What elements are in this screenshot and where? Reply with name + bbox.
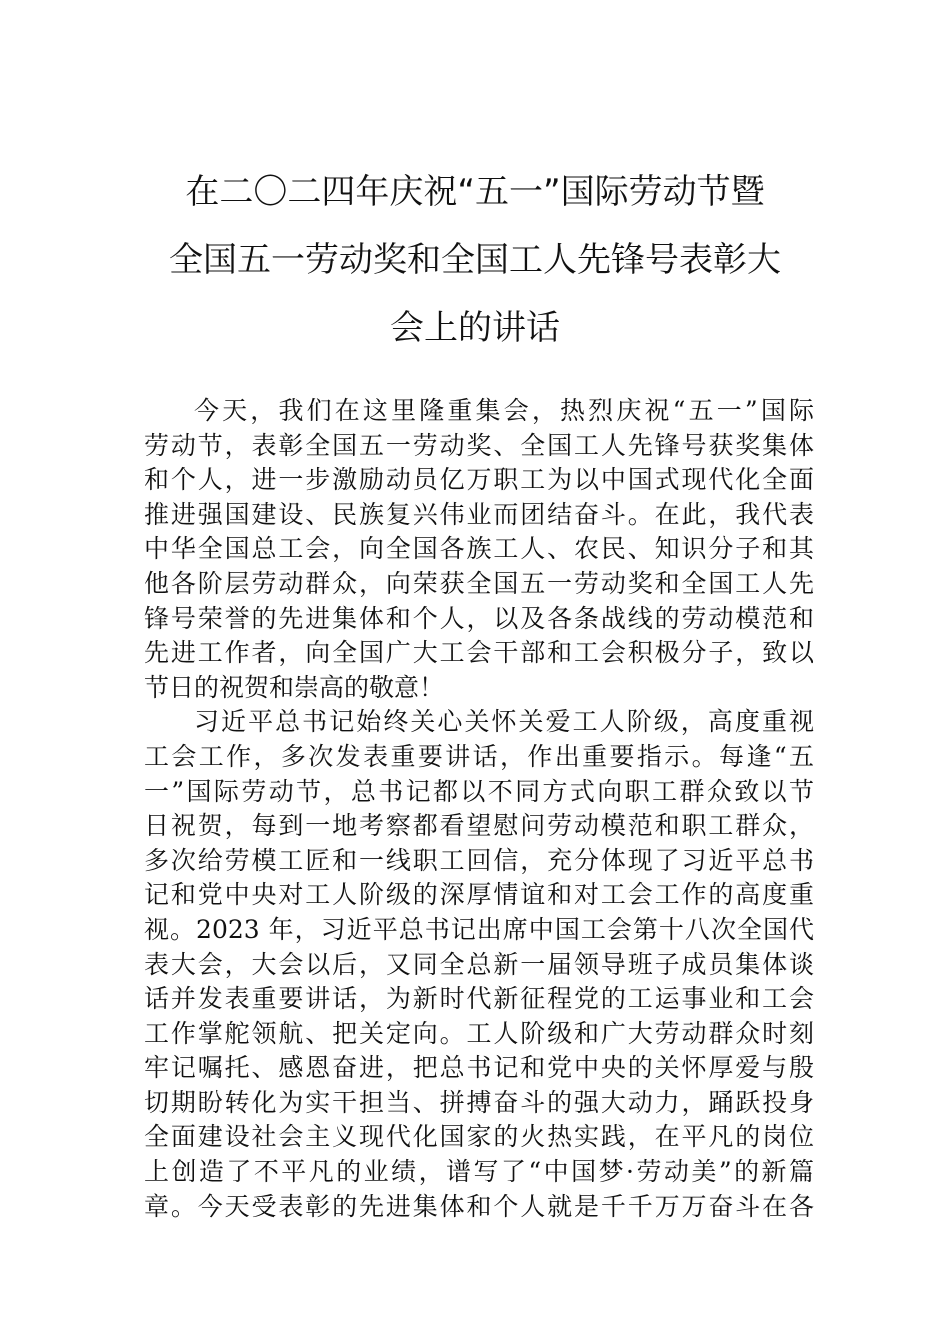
paragraph-line: 先进工作者，向全国广大工会干部和工会积极分子，致以 — [144, 638, 814, 668]
paragraph-line: 工作掌舵领航、把关定向。工人阶级和广大劳动群众时刻 — [144, 1018, 814, 1048]
paragraph-line: 表大会，大会以后，又同全总新一届领导班子成员集体谈 — [144, 949, 814, 979]
paragraph-line: 话并发表重要讲话，为新时代新征程党的工运事业和工会 — [144, 984, 814, 1014]
paragraph-line: 习近平总书记始终关心关怀关爱工人阶级，高度重视 — [194, 707, 814, 737]
paragraph — [144, 394, 814, 705]
paragraph-line: 推进强国建设、民族复兴伟业而团结奋斗。在此，我代表 — [144, 499, 814, 529]
title-line: 全国五一劳动奖和全国工人先锋号表彰大 — [169, 240, 781, 280]
paragraph-line: 中华全国总工会，向全国各族工人、农民、知识分子和其 — [144, 534, 814, 564]
paragraph-line: 多次给劳模工匠和一线职工回信，充分体现了习近平总书 — [144, 845, 814, 875]
title-line: 会上的讲话 — [390, 308, 560, 348]
paragraph-line: 锋号荣誉的先进集体和个人，以及各条战线的劳动模范和 — [144, 603, 814, 633]
paragraph-line: 全面建设社会主义现代化国家的火热实践，在平凡的岗位 — [144, 1122, 814, 1152]
document-title — [100, 158, 850, 362]
paragraph-line: 视。2023 年，习近平总书记出席中国工会第十八次全国代 — [144, 914, 814, 944]
paragraph-line: 一”国际劳动节，总书记都以不同方式向职工群众致以节 — [144, 776, 814, 806]
paragraph-line: 工会工作，多次发表重要讲话，作出重要指示。每逢“五 — [144, 741, 814, 771]
paragraph — [144, 705, 814, 1224]
document-body — [144, 394, 814, 1224]
paragraph-line: 日祝贺，每到一地考察都看望慰问劳动模范和职工群众， — [144, 811, 814, 841]
paragraph-line: 牢记嘱托、感恩奋进，把总书记和党中央的关怀厚爱与殷 — [144, 1053, 814, 1083]
title-line: 在二〇二四年庆祝“五一”国际劳动节暨 — [185, 172, 765, 212]
paragraph-line: 劳动节，表彰全国五一劳动奖、全国工人先锋号获奖集体 — [144, 430, 814, 460]
paragraph-line: 今天，我们在这里隆重集会，热烈庆祝“五一”国际 — [194, 396, 814, 425]
paragraph-line: 他各阶层劳动群众，向荣获全国五一劳动奖和全国工人先 — [144, 568, 814, 598]
paragraph-line: 切期盼转化为实干担当、拼搏奋斗的强大动力，踊跃投身 — [144, 1087, 814, 1117]
paragraph-line: 上创造了不平凡的业绩，谱写了“中国梦·劳动美”的新篇 — [144, 1157, 814, 1187]
paragraph-line: 和个人，进一步激励动员亿万职工为以中国式现代化全面 — [144, 465, 814, 495]
paragraph-line: 章。今天受表彰的先进集体和个人就是千千万万奋斗在各 — [144, 1191, 814, 1221]
paragraph-line: 记和党中央对工人阶级的深厚情谊和对工会工作的高度重 — [144, 880, 814, 910]
paragraph-line: 节日的祝贺和崇高的敬意！ — [144, 672, 445, 702]
